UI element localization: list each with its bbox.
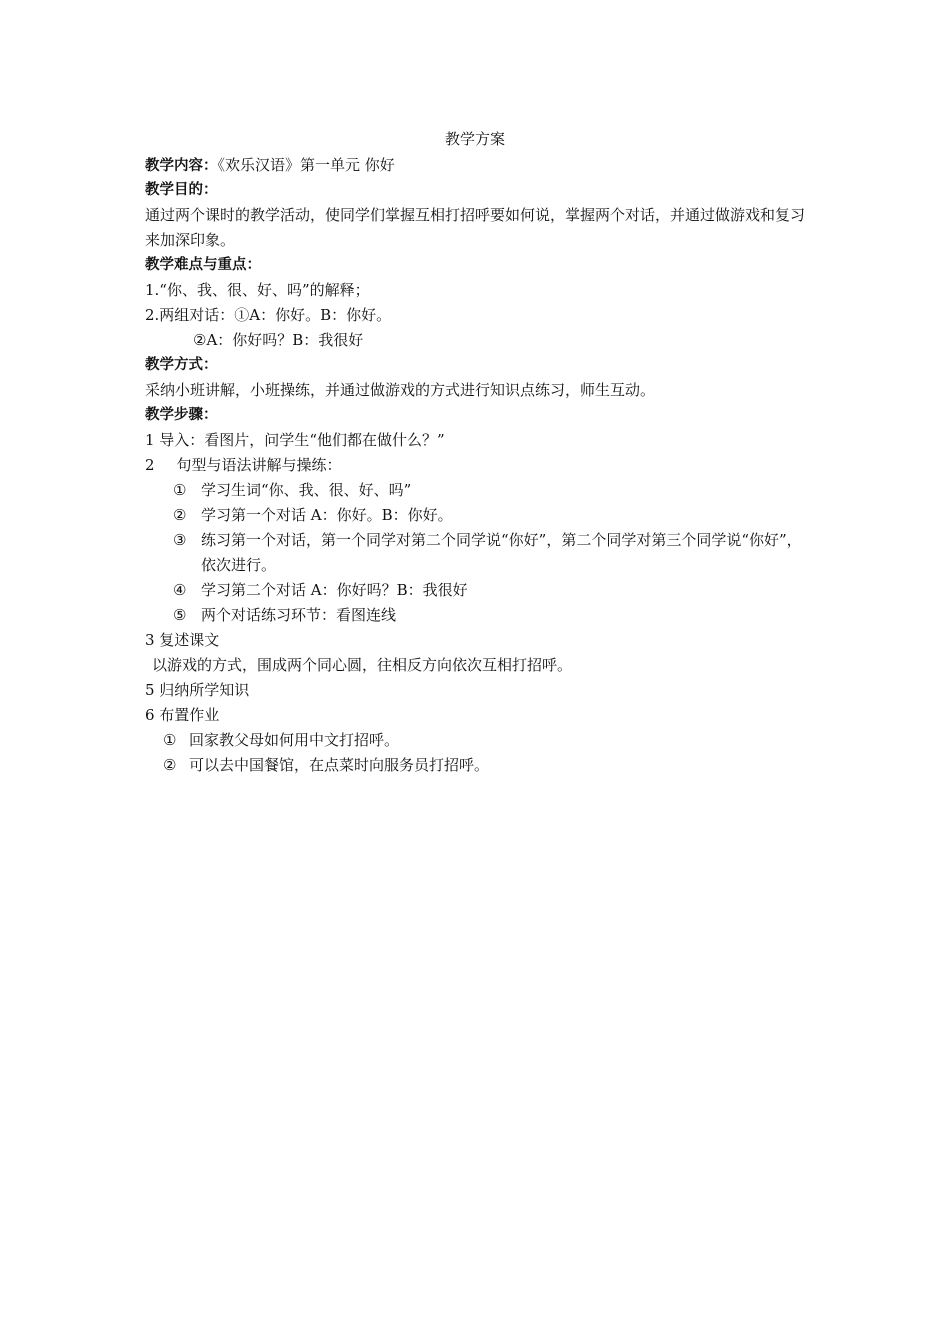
document-title: 教学方案 xyxy=(444,130,505,148)
homework-text: 回家教父母如何用中文打招呼。 xyxy=(189,731,400,749)
keypoint-1: 1.“你、我、很、好、吗”的解释； xyxy=(145,281,370,299)
method-label: 教学方式： xyxy=(145,357,218,373)
goals-text: 通过两个课时的教学活动，使同学们掌握互相打招呼要如何说，掌握两个对话，并通过做游戏和复习来加深印象。 xyxy=(145,206,806,249)
sub-step-number: ③ xyxy=(173,531,187,549)
keypoints-label: 教学难点与重点： xyxy=(145,257,261,273)
steps-label: 教学步骤： xyxy=(145,407,218,423)
sub-step-text: 学习第一个对话 A：你好。B：你好。 xyxy=(201,506,453,524)
step-6: 6 布置作业 xyxy=(145,706,220,724)
step-3-text: 以游戏的方式，围成两个同心圆，往相反方向依次互相打招呼。 xyxy=(152,656,573,674)
goals-label: 教学目的： xyxy=(145,182,218,198)
step-2-number: 2 xyxy=(145,456,155,474)
sub-step-number: ① xyxy=(173,481,187,499)
sub-step-text: 练习第一个对话，第一个同学对第二个同学说“你好”，第二个同学对第三个同学说“你好”，依次进行。 xyxy=(201,531,802,574)
homework-number: ① xyxy=(163,731,177,749)
keypoint-3: ②A：你好吗？B：我很好 xyxy=(193,331,364,349)
sub-step-text: 学习第二个对话 A：你好吗？B：我很好 xyxy=(201,581,468,599)
step-1: 1 导入：看图片，问学生“他们都在做什么？” xyxy=(145,431,445,449)
homework-item-2 xyxy=(145,753,815,778)
document-body xyxy=(145,153,815,778)
step-5: 5 归纳所学知识 xyxy=(145,681,250,699)
keypoint-2: 2.两组对话：①A：你好。B：你好。 xyxy=(145,306,392,324)
homework-number: ② xyxy=(163,756,177,774)
homework-text: 可以去中国餐馆，在点菜时向服务员打招呼。 xyxy=(189,756,490,774)
sub-step-1 xyxy=(145,478,815,503)
sub-step-2 xyxy=(145,503,815,528)
sub-step-text: 学习生词“你、我、很、好、吗” xyxy=(201,481,412,499)
homework-item-1 xyxy=(145,728,815,753)
step-3: 3 复述课文 xyxy=(145,631,220,649)
sub-step-number: ⑤ xyxy=(173,606,187,624)
content-value: 《欢乐汉语》第一单元 你好 xyxy=(217,156,395,174)
step-2 xyxy=(145,453,815,478)
content-label: 教学内容： xyxy=(145,158,218,174)
step-2-text: 句型与语法讲解与操练： xyxy=(176,456,342,474)
sub-step-number: ④ xyxy=(173,581,187,599)
sub-step-4 xyxy=(145,578,815,603)
content-row xyxy=(145,153,815,178)
sub-step-5 xyxy=(145,603,815,628)
method-text: 采纳小班讲解，小班操练，并通过做游戏的方式进行知识点练习，师生互动。 xyxy=(145,381,656,399)
sub-step-3 xyxy=(145,528,815,578)
sub-step-text: 两个对话练习环节：看图连线 xyxy=(201,606,397,624)
sub-step-number: ② xyxy=(173,506,187,524)
